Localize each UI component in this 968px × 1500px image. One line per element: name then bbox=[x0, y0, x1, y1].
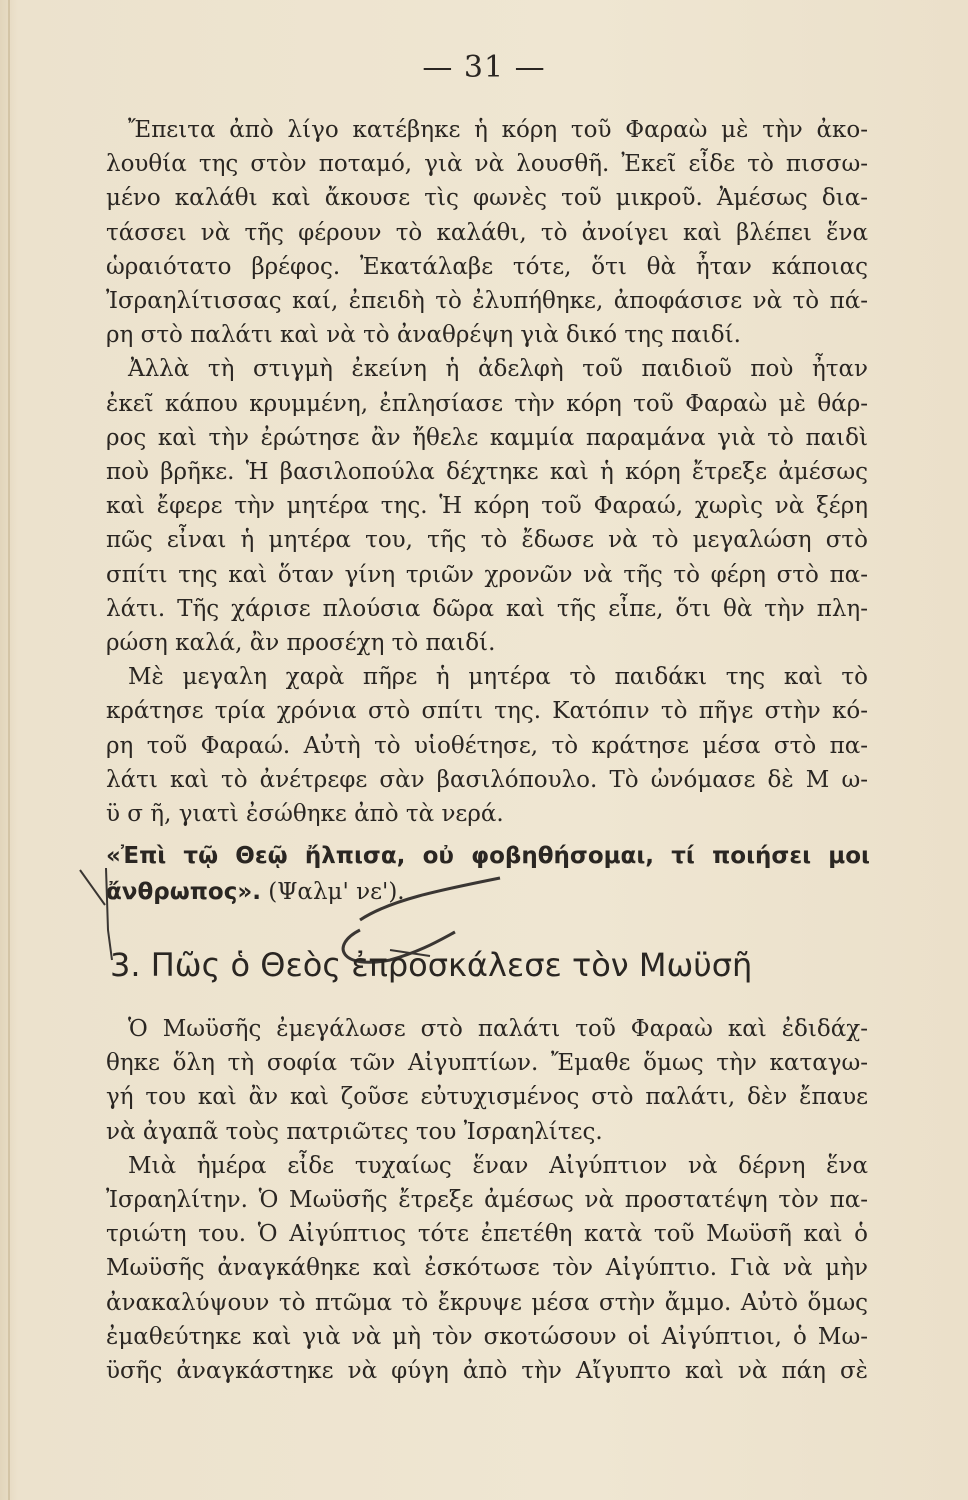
paragraph bbox=[106, 113, 868, 352]
text-line: θηκε ὅλη τὴ σοφία τῶν Αἰγυπτίων. Ἔμαθε ὅμως τὴν καταγω- bbox=[106, 1050, 868, 1077]
text-line: λουθία της στὸν ποταμό, γιὰ νὰ λουσθῆ. Ἐκεῖ εἶδε τὸ πισσω- bbox=[106, 151, 868, 178]
text-line: κράτησε τρία χρόνια στὸ σπίτι της. Κατόπιν τὸ πῆγε στὴν κό- bbox=[106, 698, 868, 725]
text-line: ἐκεῖ κάπου κρυμμένη, ἐπλησίασε τὴν κόρη τοῦ Φαραὼ μὲ θάρ- bbox=[106, 390, 868, 417]
text-line: Ἔπειτα ἀπὸ λίγο κατέβηκε ἡ κόρη τοῦ Φαραὼ μὲ τὴν ἀκο- bbox=[128, 117, 868, 143]
quote-line: «Ἐπὶ τῷ Θεῷ ἤλπισα, οὐ φοβηθήσομαι, τί ποιήσει μοι bbox=[106, 843, 870, 869]
quote-reference: (Ψαλμ' νε'). bbox=[260, 879, 405, 905]
text-line: τάσσει νὰ τῆς φέρουν τὸ καλάθι, τὸ ἀνοίγει καὶ βλέπει ἕνα bbox=[106, 219, 868, 246]
text-line: σπίτι της καὶ ὅταν γίνη τριῶν χρονῶν νὰ τῆς τὸ φέρη στὸ πα- bbox=[106, 561, 868, 588]
text-line: νὰ ἀγαπᾶ τοὺς πατριῶτες του Ἰσραηλίτες. bbox=[106, 1118, 603, 1145]
text-line: λάτι καὶ τὸ ἀνέτρεφε σὰν βασιλόπουλο. Τὸ ὠνόμασε δὲ Μ ω- bbox=[106, 766, 868, 793]
page-edge bbox=[8, 0, 10, 1500]
paragraph bbox=[106, 1012, 868, 1149]
text-line: ϋσῆς ἀναγκάστηκε νὰ φύγη ἀπὸ τὴν Αἴγυπτο καὶ νὰ πάη σὲ bbox=[106, 1358, 868, 1385]
text-line: τριώτη του. Ὁ Αἰγύπτιος τότε ἐπετέθη κατὰ τοῦ Μωϋσῆ καὶ ὁ bbox=[106, 1221, 868, 1248]
text-line: ἐμαθεύτηκε καὶ γιὰ νὰ μὴ τὸν σκοτώσουν οἱ Αἰγύπτιοι, ὁ Μω- bbox=[106, 1323, 868, 1350]
text-line: ρη στὸ παλάτι καὶ νὰ τὸ ἀναθρέψη γιὰ δικό της παιδί. bbox=[106, 322, 741, 349]
page-number: — 31 — bbox=[422, 50, 546, 85]
text-line: Μιὰ ἡμέρα εἶδε τυχαίως ἕναν Αἰγύπτιον νὰ δέρνη ἕνα bbox=[128, 1152, 868, 1179]
text-line: γή του καὶ ἂν καὶ ζοῦσε εὐτυχισμένος στὸ παλάτι, δὲν ἔπαυε bbox=[106, 1084, 868, 1111]
section-heading: 3. Πῶς ὁ Θεὸς ἐπροσκάλεσε τὸν Μωϋσῆ bbox=[110, 946, 753, 984]
text-line: καὶ ἔφερε τὴν μητέρα της. Ἡ κόρη τοῦ Φαραώ, χωρὶς νὰ ξέρη bbox=[106, 493, 868, 520]
paragraph bbox=[106, 352, 868, 660]
body-text-bottom bbox=[106, 1012, 868, 1388]
text-line: Μωϋσῆς ἀναγκάθηκε καὶ ἐσκότωσε τὸν Αἰγύπτιο. Γιὰ νὰ μὴν bbox=[106, 1255, 868, 1282]
paragraph bbox=[106, 1149, 868, 1388]
text-line: ρώση καλά, ἂν προσέχη τὸ παιδί. bbox=[106, 630, 496, 657]
body-text-top bbox=[106, 113, 868, 831]
text-line: μένο καλάθι καὶ ἄκουσε τὶς φωνὲς τοῦ μικροῦ. Ἀμέσως δια- bbox=[106, 185, 868, 212]
text-line: Ἰσραηλίτην. Ὁ Μωϋσῆς ἔτρεξε ἀμέσως νὰ προστατέψη τὸν πα- bbox=[106, 1187, 868, 1214]
text-line: πῶς εἶναι ἡ μητέρα του, τῆς τὸ ἔδωσε νὰ τὸ μεγαλώση στὸ bbox=[106, 527, 868, 554]
paragraph bbox=[106, 660, 868, 831]
text-line: Μὲ μεγαλη χαρὰ πῆρε ἡ μητέρα τὸ παιδάκι της καὶ τὸ bbox=[128, 664, 868, 691]
text-line: Ἀλλὰ τὴ στιγμὴ ἐκείνη ἡ ἀδελφὴ τοῦ παιδιοῦ ποὺ ἦταν bbox=[128, 356, 868, 383]
text-line: Ἰσραηλίτισσας καί, ἐπειδὴ τὸ ἐλυπήθηκε, ἀποφάσισε νὰ τὸ πά- bbox=[106, 288, 868, 315]
text-line: λάτι. Τῆς χάρισε πλούσια δῶρα καὶ τῆς εἶπε, ὅτι θὰ τὴν πλη- bbox=[106, 595, 868, 622]
text-line: ποὺ βρῆκε. Ἡ βασιλοπούλα δέχτηκε καὶ ἡ κόρη ἔτρεξε ἀμέσως bbox=[106, 459, 868, 486]
text-line: ϋ σ ῆ, γιατὶ ἐσώθηκε ἀπὸ τὰ νερά. bbox=[106, 801, 504, 828]
text-line: Ὁ Μωϋσῆς ἐμεγάλωσε στὸ παλάτι τοῦ Φαραὼ καὶ ἐδιδάχ- bbox=[128, 1016, 868, 1042]
quote-text: ἄνθρωπος». bbox=[106, 879, 261, 905]
text-line: ὡραιότατο βρέφος. Ἐκατάλαβε τότε, ὅτι θὰ ἦταν κάποιας bbox=[106, 253, 868, 280]
text-line: ἀνακαλύψουν τὸ πτῶμα τὸ ἔκρυψε μέσα στὴν ἄμμο. Αὐτὸ ὅμως bbox=[106, 1289, 868, 1316]
text-line: ρος καὶ τὴν ἐρώτησε ἂν ἤθελε καμμία παραμάνα γιὰ τὸ παιδὶ bbox=[106, 424, 868, 451]
text-line: ρη τοῦ Φαραώ. Αὐτὴ τὸ υἱοθέτησε, τὸ κράτησε μέσα στὸ πα- bbox=[106, 732, 868, 759]
